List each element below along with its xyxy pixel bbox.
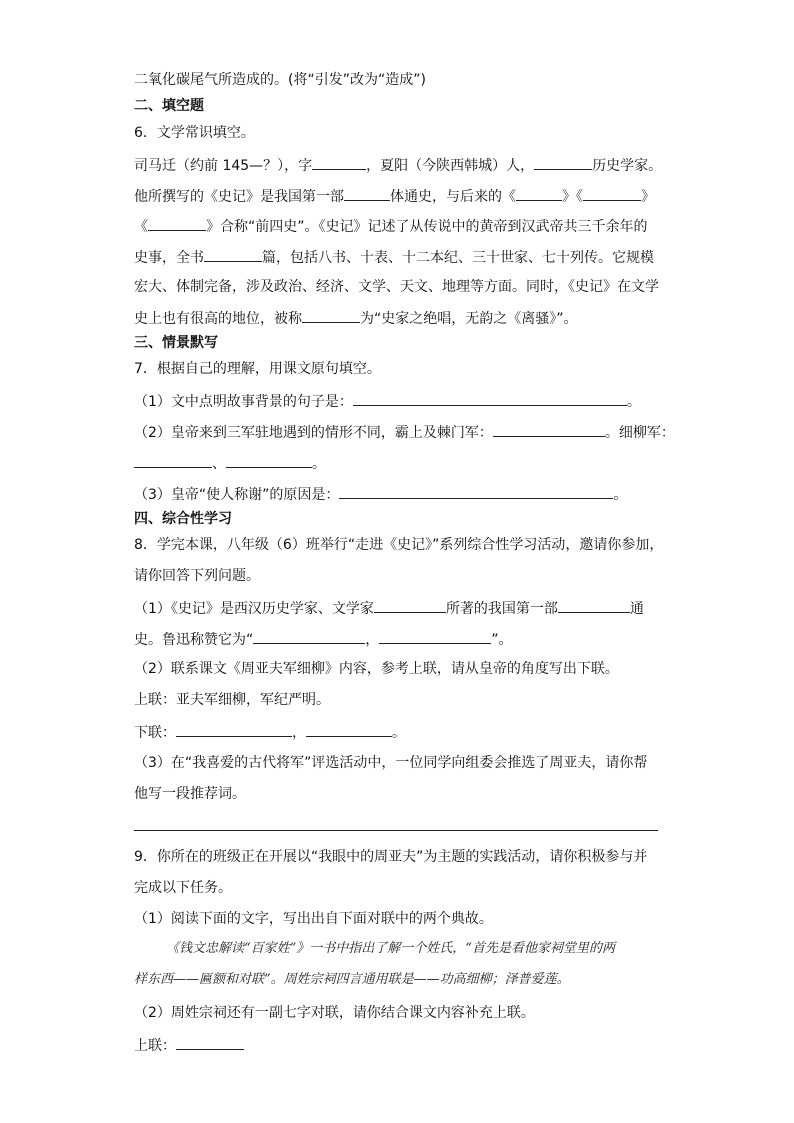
question-6-line-4: 史事，全书 篇，包括八书、十表、十二本纪、三十世家、七十列传。它规模 [134, 247, 654, 267]
question-9: 9．你所在的班级正在开展以“我眼中的周亚夫”为主题的实践活动，请你积极参与并 [134, 849, 648, 865]
section-heading-fill-blanks: 二、填空题 [134, 98, 204, 114]
answer-blank[interactable] [148, 216, 206, 231]
question-8-part-2: （2）联系课文《周亚夫军细柳》内容，参考上联，请从皇帝的角度写出下联。 [134, 661, 619, 677]
question-9-line-2: 完成以下任务。 [134, 880, 232, 896]
answer-blank[interactable] [134, 453, 212, 468]
quoted-passage-line-2: 样东西——匾额和对联”。周姓宗祠四言通用联是——功高细柳；泽普爱莲。 [134, 972, 570, 987]
answer-blank[interactable] [583, 186, 641, 201]
question-8-part-3-cont: 他写一段推荐词。 [134, 786, 246, 802]
answer-blank[interactable] [534, 155, 592, 170]
answer-blank[interactable] [374, 598, 446, 613]
question-8-line-2: 请你回答下列问题。 [134, 568, 260, 584]
answer-blank[interactable] [176, 722, 292, 737]
question-6-line-5: 宏大、体制完备，涉及政治、经济、文学、天文、地理等方面。同时，《史记》在文学 [134, 279, 659, 295]
answer-blank[interactable] [339, 484, 613, 499]
answer-blank[interactable] [226, 453, 312, 468]
answer-blank[interactable] [379, 629, 491, 644]
question-8-part-1: （1）《史记》是西汉历史学家、文学家 所著的我国第一部 通 [134, 598, 644, 618]
question-8-part-3: （3）在“我喜爱的古代将军”评选活动中，一位同学向组委会推选了周亚夫，请你帮 [134, 755, 648, 771]
section-heading-recitation: 三、情景默写 [134, 335, 218, 351]
question-6-line-2: 他所撰写的《史记》是我国第一部 体通史，与后来的《 》《 》 [134, 186, 655, 206]
question-7-part-1: （1）文中点明故事背景的句子是： 。 [134, 391, 641, 411]
question-8-upper-couplet: 上联：亚夫军细柳，军纪严明。 [134, 692, 330, 708]
quoted-passage-line-1: 《钱文忠解读“百家姓”》一书中指出了解一个姓氏，“首先是看他家祠堂里的两 [166, 941, 615, 956]
question-6-line-1: 司马迁（约前 145—？），字 ，夏阳（今陕西韩城）人， 历史学家。 [134, 155, 662, 175]
question-6: 6．文学常识填空。 [134, 125, 255, 141]
answer-blank[interactable] [312, 155, 366, 170]
section-heading-comprehensive: 四、综合性学习 [134, 511, 232, 527]
question-7-part-3: （3）皇帝“使人称谢”的原因是： 。 [134, 484, 627, 504]
question-9-upper-couplet: 上联： [134, 1035, 244, 1055]
answer-blank[interactable] [493, 422, 605, 437]
answer-blank[interactable] [204, 247, 262, 262]
question-7: 7．根据自己的理解，用课文原句填空。 [134, 361, 381, 377]
question-7-part-2-cont: 、 。 [134, 453, 326, 473]
answer-blank[interactable] [558, 598, 630, 613]
question-8-part-1-cont: 史。鲁迅称赞它为“ ， ”。 [134, 629, 513, 649]
answer-line[interactable] [134, 830, 658, 831]
question-8-lower-couplet: 下联： ， 。 [134, 722, 406, 742]
question-7-part-2: （2）皇帝来到三军驻地遇到的情形不同，霸上及棘门军： 。细柳军： [134, 422, 675, 442]
text-line: 二氧化碳尾气所造成的。(将“引发”改为“造成”) [134, 72, 426, 88]
question-9-part-1: （1）阅读下面的文字，写出出自下面对联中的两个典故。 [134, 911, 493, 927]
answer-blank[interactable] [302, 308, 360, 323]
answer-blank[interactable] [344, 186, 390, 201]
question-6-line-3: 《 》合称“前四史”。《史记》记述了从传说中的黄帝到汉武帝共三千余年的 [134, 216, 648, 236]
answer-blank[interactable] [516, 186, 562, 201]
question-8: 8．学完本课，八年级（6）班举行“走进《史记》”系列综合性学习活动，邀请你参加， [134, 537, 664, 553]
answer-blank[interactable] [306, 722, 392, 737]
question-6-line-6: 史上也有很高的地位，被称 为“史家之绝唱，无韵之《离骚》”。 [134, 308, 578, 328]
answer-blank[interactable] [253, 629, 365, 644]
answer-blank[interactable] [176, 1035, 244, 1050]
answer-blank[interactable] [353, 391, 627, 406]
question-9-part-2: （2）周姓宗祠还有一副七字对联，请你结合课文内容补充上联。 [134, 1005, 535, 1021]
